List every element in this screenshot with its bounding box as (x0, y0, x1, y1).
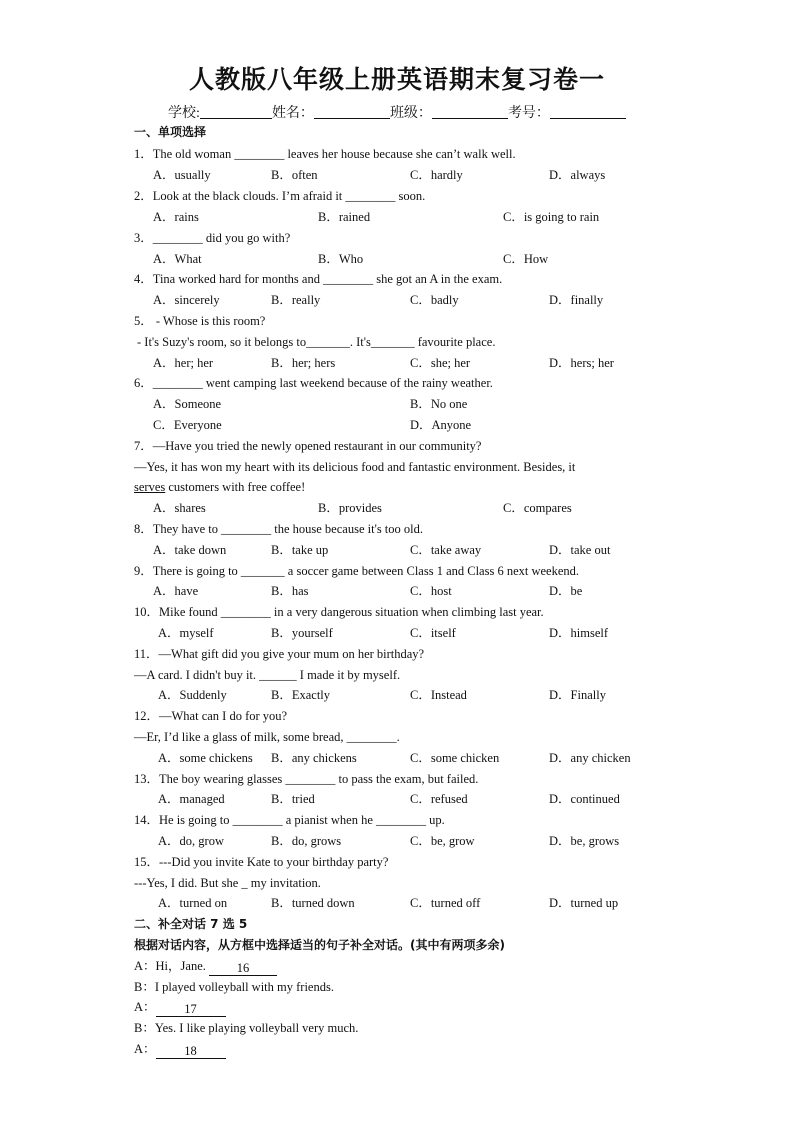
section-heading-1: 一、单项选择 (134, 125, 207, 139)
q4-option-d[interactable]: D．finally (549, 293, 604, 307)
q15-option-d[interactable]: D．turned up (549, 896, 619, 910)
q11-option-b[interactable]: B．Exactly (271, 688, 331, 702)
q4-option-a[interactable]: A．sincerely (153, 293, 220, 307)
q13-option-c[interactable]: C．refused (410, 792, 468, 806)
q5-option-c[interactable]: C．she; her (410, 356, 471, 370)
q1-option-a[interactable]: A．usually (153, 168, 211, 182)
q15-option-a[interactable]: A．turned on (158, 896, 228, 910)
dialog-line-4: B：Yes. I like playing volleyball very much. (134, 1021, 359, 1035)
q8-option-b[interactable]: B．take up (271, 543, 329, 557)
class-label: 班级： (389, 106, 432, 121)
question-7-line-2: —Yes, it has won my heart with its delicious food and fantastic environment. Besides, it (134, 460, 576, 474)
q7-option-b[interactable]: B．provides (318, 501, 382, 515)
question-15-line-2: ---Yes, I did. But she _ my invitation. (134, 876, 321, 890)
question-12-line-2: —Er, I’d like a glass of milk, some bread, ________. (134, 730, 400, 744)
name-blank[interactable] (314, 104, 390, 119)
q10-option-b[interactable]: B．yourself (271, 626, 333, 640)
q7-option-c[interactable]: C．compares (503, 501, 572, 515)
question-10: 10．Mike found ________ in a very dangerous situation when climbing last year. (134, 605, 544, 619)
q11-option-d[interactable]: D．Finally (549, 688, 606, 702)
q4-option-b[interactable]: B．really (271, 293, 321, 307)
question-4: 4．Tina worked hard for months and ________ she got an A in the exam. (134, 272, 503, 286)
q8-option-a[interactable]: A．take down (153, 543, 227, 557)
question-3: 3．________ did you go with? (134, 231, 291, 245)
q14-option-d[interactable]: D．be, grows (549, 834, 620, 848)
student-info-line (0, 102, 794, 122)
q8-option-c[interactable]: C．take away (410, 543, 482, 557)
q4-option-c[interactable]: C．badly (410, 293, 459, 307)
q6-option-d[interactable]: D．Anyone (410, 418, 472, 432)
question-12-line-1: 12．—What can I do for you? (134, 709, 288, 723)
section-2-instruction: 根据对话内容，从方框中选择适当的句子补全对话。(其中有两项多余) (134, 938, 505, 952)
page-title: 人教版八年级上册英语期末复习卷一 (188, 67, 605, 94)
underlined-word: serves (134, 480, 166, 494)
q11-option-a[interactable]: A．Suddenly (158, 688, 227, 702)
answer-blank-17[interactable]: 17 (156, 1001, 226, 1017)
name-label: 姓名： (271, 106, 314, 121)
question-1: 1．The old woman ________ leaves her house because she can’t walk well. (134, 147, 516, 161)
question-15-line-1: 15．---Did you invite Kate to your birthday party? (134, 855, 389, 869)
question-8: 8．They have to ________ the house because it's too old. (134, 522, 424, 536)
q14-option-b[interactable]: B．do, grows (271, 834, 342, 848)
q9-option-c[interactable]: C．host (410, 584, 452, 598)
question-11-line-1: 11．—What gift did you give your mum on her birthday? (134, 647, 425, 661)
q1-option-c[interactable]: C．hardly (410, 168, 463, 182)
school-blank[interactable] (200, 104, 272, 119)
q15-option-b[interactable]: B．turned down (271, 896, 355, 910)
question-5-line-1: 5． - Whose is this room? (134, 314, 266, 328)
q9-option-d[interactable]: D．be (549, 584, 583, 598)
q1-option-d[interactable]: D．always (549, 168, 606, 182)
q10-option-c[interactable]: C．itself (410, 626, 456, 640)
q12-option-b[interactable]: B．any chickens (271, 751, 357, 765)
question-5-line-2: - It's Suzy's room, so it belongs to_______. It's_______ favourite place. (137, 335, 496, 349)
q3-option-a[interactable]: A．What (153, 252, 202, 266)
q13-option-a[interactable]: A．managed (158, 792, 225, 806)
dialog-line-1: A：Hi，Jane. 16 (134, 958, 277, 976)
section-heading-2: 二、补全对话 7 选 5 (134, 917, 248, 931)
q6-option-a[interactable]: A．Someone (153, 397, 222, 411)
q6-option-b[interactable]: B．No one (410, 397, 468, 411)
question-13: 13．The boy wearing glasses ________ to pass the exam, but failed. (134, 772, 479, 786)
dialog-line-5: A： 18 (134, 1041, 226, 1059)
dialog-line-2: B：I played volleyball with my friends. (134, 980, 334, 994)
q3-option-b[interactable]: B．Who (318, 252, 364, 266)
q14-option-a[interactable]: A．do, grow (158, 834, 224, 848)
q7-option-a[interactable]: A．shares (153, 501, 206, 515)
q6-option-c[interactable]: C．Everyone (153, 418, 222, 432)
question-2: 2．Look at the black clouds. I’m afraid it ________ soon. (134, 189, 426, 203)
q15-option-c[interactable]: C．turned off (410, 896, 481, 910)
q2-option-c[interactable]: C．is going to rain (503, 210, 600, 224)
q9-option-b[interactable]: B．has (271, 584, 309, 598)
class-blank[interactable] (432, 104, 508, 119)
q2-option-b[interactable]: B．rained (318, 210, 371, 224)
question-7-line-3: serves customers with free coffee! (134, 480, 306, 494)
q12-option-a[interactable]: A．some chickens (158, 751, 253, 765)
q5-option-b[interactable]: B．her; hers (271, 356, 336, 370)
q12-option-c[interactable]: C．some chicken (410, 751, 500, 765)
dialog-line-3: A： 17 (134, 999, 226, 1017)
question-6: 6．________ went camping last weekend because of the rainy weather. (134, 376, 493, 390)
q14-option-c[interactable]: C．be, grow (410, 834, 475, 848)
q10-option-a[interactable]: A．myself (158, 626, 214, 640)
question-7-line-1: 7．—Have you tried the newly opened restaurant in our community? (134, 439, 482, 453)
q2-option-a[interactable]: A．rains (153, 210, 199, 224)
q5-option-a[interactable]: A．her; her (153, 356, 214, 370)
q10-option-d[interactable]: D．himself (549, 626, 609, 640)
exam-no-label: 考号： (507, 106, 550, 121)
q13-option-d[interactable]: D．continued (549, 792, 620, 806)
q12-option-d[interactable]: D．any chicken (549, 751, 631, 765)
q13-option-b[interactable]: B．tried (271, 792, 315, 806)
answer-blank-16[interactable]: 16 (209, 960, 277, 976)
school-label: 学校: (168, 106, 200, 121)
q9-option-a[interactable]: A．have (153, 584, 199, 598)
q5-option-d[interactable]: D．hers; her (549, 356, 614, 370)
question-9: 9．There is going to _______ a soccer game between Class 1 and Class 6 next weekend. (134, 564, 580, 578)
q1-option-b[interactable]: B．often (271, 168, 318, 182)
q8-option-d[interactable]: D．take out (549, 543, 611, 557)
q11-option-c[interactable]: C．Instead (410, 688, 467, 702)
q3-option-c[interactable]: C．How (503, 252, 549, 266)
answer-blank-18[interactable]: 18 (156, 1043, 226, 1059)
question-14: 14．He is going to ________ a pianist when he ________ up. (134, 813, 445, 827)
exam-no-blank[interactable] (550, 104, 626, 119)
question-11-line-2: —A card. I didn't buy it. ______ I made it by myself. (134, 668, 401, 682)
